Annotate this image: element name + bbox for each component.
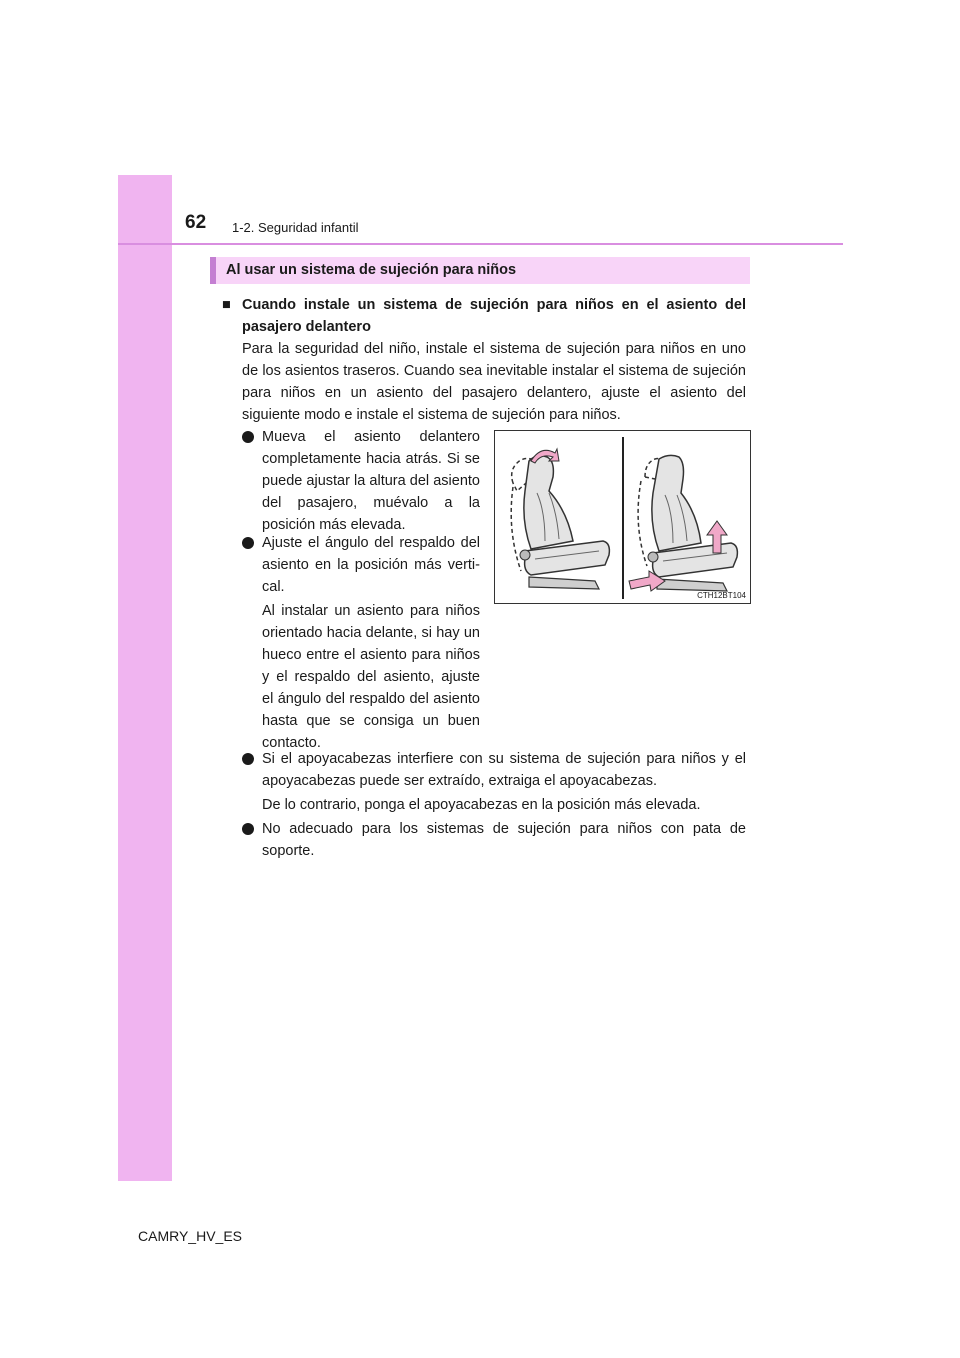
bullet-dot-icon <box>242 537 254 549</box>
section-heading-text: Al usar un sistema de sujeción para niños <box>226 262 517 278</box>
bullet-item <box>242 818 746 862</box>
seat-diagram-icon <box>495 431 750 603</box>
square-bullet-icon: ■ <box>222 297 231 313</box>
sub-heading-text: Cuando instale un sistema de sujeción para niños en el asiento del pasajero delantero <box>242 297 746 335</box>
footer-model-code: CAMRY_HV_ES <box>138 1228 243 1244</box>
section-heading-bar <box>210 257 750 284</box>
header-divider <box>118 243 843 245</box>
page-number: 62 <box>185 212 207 233</box>
bullet-item <box>242 748 746 792</box>
seat-adjustment-illustration <box>494 430 751 604</box>
sub-heading <box>222 294 746 338</box>
bullet-text: Mueva el asiento delantero completamente hacia atrás. Si se puede ajustar la altura del asiento del pasajero, muévalo a la posición más elevada. <box>262 429 480 533</box>
bullet-item <box>242 426 480 536</box>
bullet-dot-icon <box>242 753 254 765</box>
bullet-item <box>242 532 480 598</box>
intro-paragraph: Para la seguridad del niño, instale el sistema de sujeción para niños en uno de los asientos traseros. Cuando sea inevitable instalar el sistema de sujeción para niños en un asiento del pasajero delantero, ajuste el asiento del siguiente modo e instale el sistema de sujeción para niños. <box>242 341 746 423</box>
bullet-text: No adecuado para los sistemas de sujeción para niños con pata de soporte. <box>262 821 746 859</box>
bullet-note: De lo contrario, ponga el apoyacabezas en la posición más elevada. <box>262 797 701 813</box>
bullet-text: Si el apoyacabezas interfiere con su sistema de sujeción para niños y el apoyacabezas puede ser extraído, extraiga el apoyacabezas. <box>262 751 746 789</box>
bullet-dot-icon <box>242 431 254 443</box>
side-tab-bar <box>118 175 172 1181</box>
bullet-text: Ajuste el ángulo del respaldo del asiento en la posición más verti-cal. <box>262 535 480 595</box>
section-title: 1-2. Seguridad infantil <box>232 220 359 235</box>
figure-code: CTH12BT104 <box>697 591 746 600</box>
bullet-dot-icon <box>242 823 254 835</box>
bullet-note: Al instalar un asiento para niños orientado hacia delante, si hay un hueco entre el asiento para niños y el respaldo del asiento, ajuste el ángulo del respaldo del asiento hasta que se consiga un buen contacto. <box>262 603 480 751</box>
